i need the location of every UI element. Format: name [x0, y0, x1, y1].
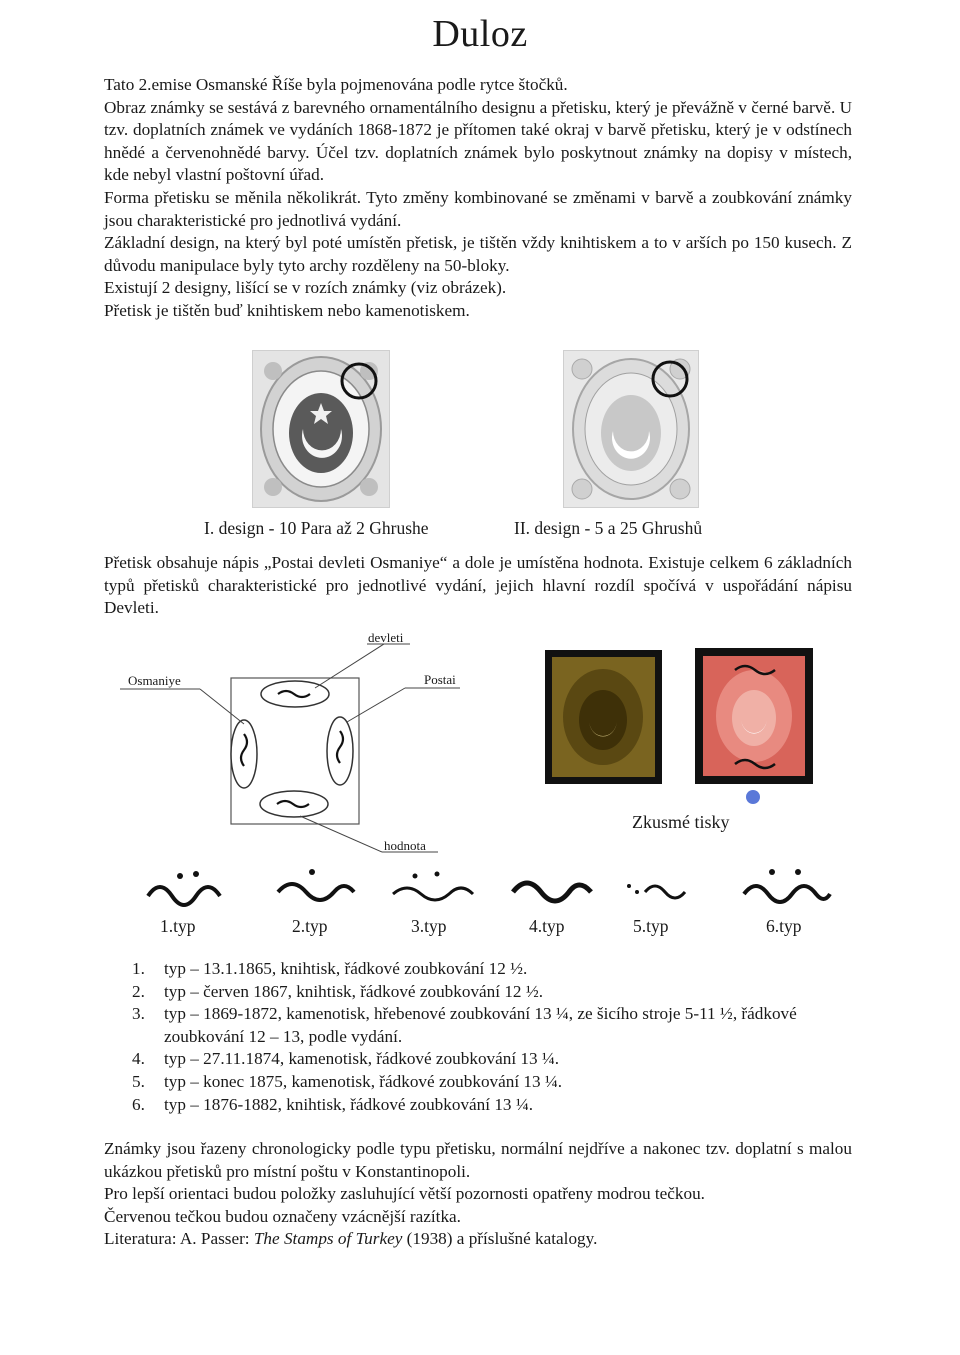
- design-2-stamp-image: [563, 350, 699, 508]
- overprint-type-5-label: 5.typ: [633, 916, 669, 936]
- list-item: [104, 958, 852, 981]
- proof-stamp-red-drawing: [695, 648, 813, 784]
- list-item-number: 2.: [132, 981, 145, 1001]
- list-item-number: 4.: [132, 1049, 145, 1069]
- list-item-text: typ – konec 1875, kamenotisk, řádkové zoubkování 13 ¼.: [164, 1071, 563, 1091]
- proof-stamp-brown: [545, 650, 662, 784]
- overprint-type-2-glyph: [268, 862, 368, 912]
- overprint-type-3-label: 3.typ: [411, 916, 447, 936]
- design-2-caption: II. design - 5 a 25 Ghrushů: [514, 518, 703, 538]
- overprint-diagram: [120, 630, 480, 860]
- proof-stamp-brown-drawing: [545, 650, 662, 784]
- list-item-number: 6.: [132, 1094, 145, 1114]
- intro-paragraph: Forma přetisku se měnila několikrát. Tyto změny kombinované se změnami v barvě a zoubkování známky jsou charakteristické pro jednotlivá vydání.: [104, 187, 852, 230]
- list-item-text: typ – 1876-1882, knihtisk, řádkové zoubkování 13 ¼.: [164, 1094, 534, 1114]
- label-osmaniye: Osmaniye: [128, 673, 181, 688]
- overprint-type-4-glyph: [503, 862, 603, 912]
- closing-paragraph: Známky jsou řazeny chronologicky podle typu přetisku, normální nejdříve a nakonec tzv. doplatní s malou ukázkou přetisků pro místní poštu v Konstantinopoli.: [104, 1139, 852, 1181]
- list-item: [104, 981, 852, 1004]
- list-item-number: 3.: [132, 1004, 145, 1024]
- label-hodnota: hodnota: [384, 838, 426, 853]
- overprint-type-2-label: 2.typ: [292, 916, 328, 936]
- overprint-description: Přetisk obsahuje nápis „Postai devleti Osmaniye“ a dole je umístěna hodnota. Existuje celkem 6 základních typů přetisků charakteristické pro jednotlivé vydání, jejich hlavní rozdíl spočívá v uspořádání nápisu Devleti.: [104, 553, 852, 618]
- literature-title: The Stamps of Turkey: [253, 1229, 403, 1249]
- closing-paragraph: Červenou tečkou budou označeny vzácnější razítka.: [104, 1206, 461, 1226]
- proof-stamp-red: [695, 648, 813, 784]
- overprint-type-1-glyph: [140, 862, 240, 912]
- list-item-number: 5.: [132, 1071, 145, 1091]
- intro-paragraph: Obraz známky se sestává z barevného ornamentálního designu a přetisku, který je převážně v černé barvě. U tzv. doplatních známek ve vydáních 1868-1872 je přítomen také okraj v barvě přetisku, který je v odstínech hnědé a červenohnědé barvy. Účel tzv. doplatních známek bylo poskytnout známky na dopisy v místech, kde nebyl vlastní poštovní úřad.: [104, 97, 852, 185]
- list-item-number: 1.: [132, 959, 145, 978]
- closing-paragraph: Pro lepší orientaci budou položky zasluhující větší pozornosti opatřeny modrou tečkou.: [104, 1184, 705, 1204]
- list-item: [104, 1003, 852, 1048]
- intro-paragraph: Existují 2 designy, lišící se v rozích známky (viz obrázek).: [104, 278, 507, 298]
- list-item-text: typ – 27.11.1874, kamenotisk, řádkové zoubkování 13 ¼.: [164, 1049, 560, 1069]
- overprint-type-1-label: 1.typ: [160, 916, 196, 936]
- closing-text: [104, 1138, 852, 1251]
- list-item-text: typ – 13.1.1865, knihtisk, řádkové zoubkování 12 ½.: [164, 959, 528, 978]
- list-item-text: typ – červen 1867, knihtisk, řádkové zoubkování 12 ½.: [164, 981, 544, 1001]
- overprint-type-list: [104, 958, 852, 1116]
- design-1-caption: I. design - 10 Para až 2 Ghrushe: [204, 518, 429, 538]
- intro-paragraph: Základní design, na který byl poté umístěn přetisk, je tištěn vždy knihtiskem a to v arších po 150 kusech. Z důvodu manipulace byly tyto archy rozděleny na 50-bloky.: [104, 233, 852, 275]
- blue-dot-marker: [746, 790, 760, 804]
- label-devleti: devleti: [368, 630, 404, 645]
- proofs-caption: Zkusmé tisky: [632, 812, 730, 832]
- list-item-text: typ – 1869-1872, kamenotisk, hřebenové zoubkování 13 ¼, ze šicího stroje 5-11 ½, řádkové zoubkování 12 – 13, podle vydání.: [164, 1004, 797, 1046]
- literature-suffix: (1938) a příslušné katalogy.: [402, 1229, 598, 1249]
- page-title: Duloz: [432, 13, 528, 55]
- list-item: [104, 1048, 852, 1071]
- intro-paragraph: Tato 2.emise Osmanské Říše byla pojmenována podle rytce štočků.: [104, 75, 568, 94]
- overprint-type-4-label: 4.typ: [529, 916, 565, 936]
- overprint-type-6-glyph: [738, 862, 838, 912]
- design-1-stamp-image: [252, 350, 390, 508]
- design-1-stamp-drawing: [253, 351, 389, 507]
- literature: [104, 1228, 852, 1251]
- list-item: [104, 1094, 852, 1117]
- intro-text: [104, 74, 852, 323]
- overprint-type-3-glyph: [385, 862, 485, 912]
- label-postai: Postai: [424, 672, 456, 687]
- intro-paragraph: Přetisk je tištěn buď knihtiskem nebo kamenotiskem.: [104, 300, 470, 320]
- list-item: [104, 1071, 852, 1094]
- overprint-type-5-glyph: [615, 862, 715, 912]
- literature-prefix: Literatura: A. Passer:: [104, 1229, 254, 1249]
- design-2-stamp-drawing: [564, 351, 698, 507]
- overprint-type-6-label: 6.typ: [766, 916, 802, 936]
